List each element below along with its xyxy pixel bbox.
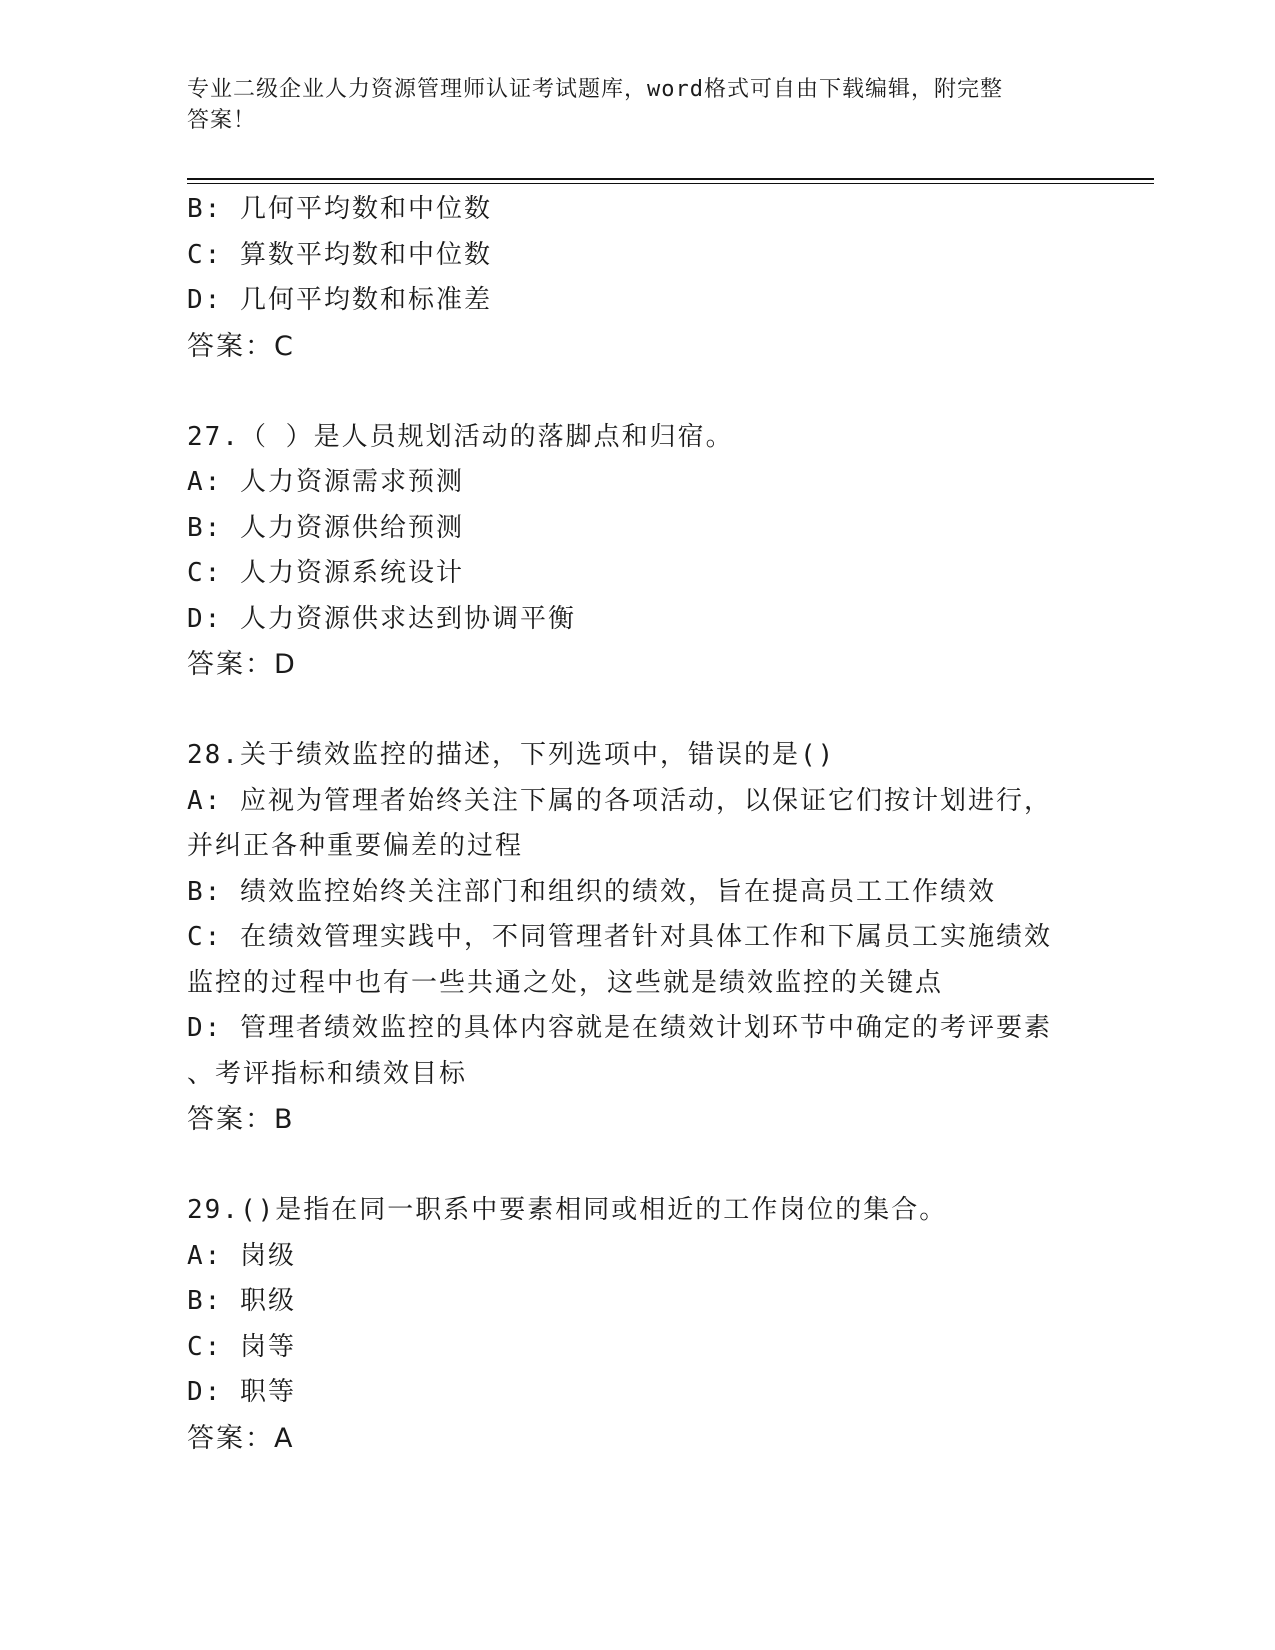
- question-block-27: [187, 415, 1087, 688]
- option-d: D: 职等: [187, 1377, 296, 1407]
- header-divider: [187, 178, 1154, 180]
- option-a: A: 岗级: [187, 1240, 296, 1271]
- option-d: D: 人力资源供求达到协调平衡: [187, 603, 576, 634]
- option-c: C: 人力资源系统设计: [187, 558, 464, 588]
- answer-line: 答案：C: [187, 330, 295, 362]
- answer-line: 答案：D: [187, 649, 297, 680]
- option-c-line-2: 监控的过程中也有一些共通之处，这些就是绩效监控的关键点: [187, 967, 944, 998]
- option-d-line-1: D: 管理者绩效监控的具体内容就是在绩效计划环节中确定的考评要素: [187, 1013, 1052, 1043]
- page-header: [187, 74, 1087, 136]
- option-c-line-1: C: 在绩效管理实践中，不同管理者针对具体工作和下属员工实施绩效: [187, 922, 1052, 952]
- header-divider-thin: [187, 183, 1154, 184]
- option-a-line-2: 并纠正各种重要偏差的过程: [187, 831, 524, 861]
- option-d: D: 几何平均数和标准差: [187, 285, 492, 315]
- option-b: B: 人力资源供给预测: [187, 512, 464, 543]
- answer-line: 答案：B: [187, 1104, 295, 1135]
- spacer: [187, 688, 1087, 734]
- spacer: [187, 1143, 1087, 1189]
- header-line-1: 专业二级企业人力资源管理师认证考试题库，word格式可自由下载编辑，附完整: [187, 77, 1003, 102]
- header-line-2: 答案！: [187, 108, 257, 133]
- question-text: 29.()是指在同一职系中要素相同或相近的工作岗位的集合。: [187, 1195, 948, 1225]
- option-c: C: 算数平均数和中位数: [187, 239, 492, 270]
- question-text: 27.（ ）是人员规划活动的落脚点和归宿。: [187, 421, 734, 452]
- option-c: C: 岗等: [187, 1331, 296, 1362]
- question-block-26: [187, 187, 1087, 369]
- option-d-line-2: 、考评指标和绩效目标: [187, 1058, 468, 1089]
- option-b: B: 绩效监控始终关注部门和组织的绩效，旨在提高员工工作绩效: [187, 876, 996, 907]
- option-b: B: 职级: [187, 1286, 296, 1316]
- option-b: B: 几何平均数和中位数: [187, 194, 492, 224]
- question-text: 28.关于绩效监控的描述，下列选项中，错误的是(): [187, 740, 836, 770]
- question-block-28: [187, 733, 1087, 1143]
- option-a: A: 人力资源需求预测: [187, 467, 464, 497]
- spacer: [187, 369, 1087, 415]
- question-list: [187, 187, 1087, 1461]
- answer-line: 答案：A: [187, 1422, 295, 1454]
- question-block-29: [187, 1188, 1087, 1461]
- option-a-line-1: A: 应视为管理者始终关注下属的各项活动，以保证它们按计划进行，: [187, 785, 1052, 816]
